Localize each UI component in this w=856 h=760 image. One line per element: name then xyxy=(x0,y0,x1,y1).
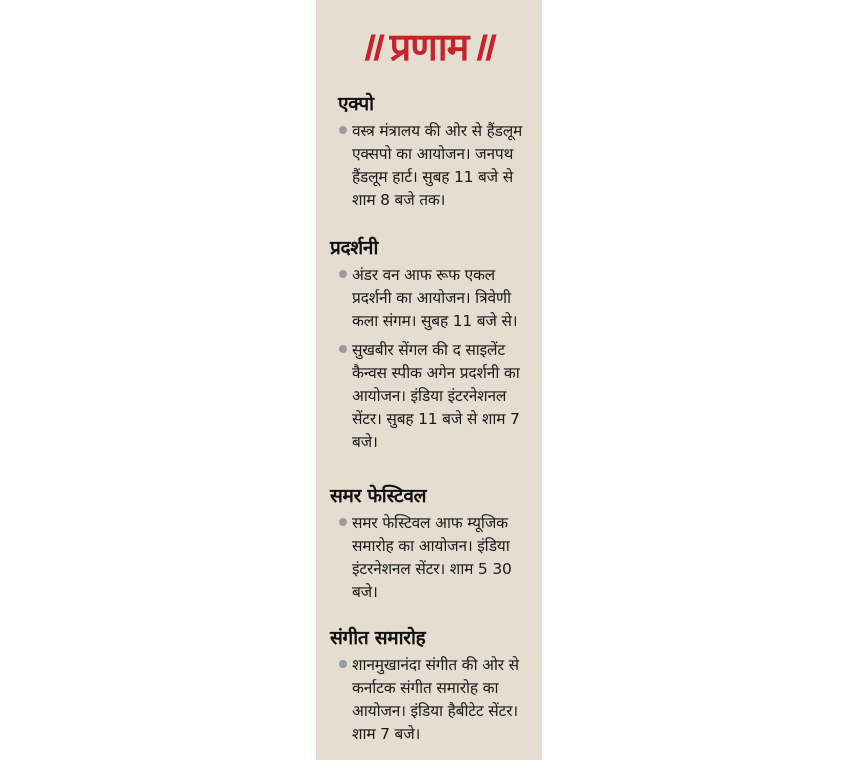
section-heading: एक्पो xyxy=(338,93,374,115)
list-item xyxy=(316,654,542,746)
masthead-title: प्रणाम xyxy=(389,24,469,69)
item-text: समर फेस्टिवल आफ म्यूजिक समारोह का आयोजन। इंडिया इंटरनेशनल सेंटर। शाम 5 30 बजे। xyxy=(352,514,512,601)
list-item xyxy=(316,512,542,604)
newspaper-clipping xyxy=(316,0,542,760)
item-text: वस्त्र मंत्रालय की ओर से हैंडलूम एक्सपो का आयोजन। जनपथ हैंडलूम हार्ट। सुबह 11 बजे से शाम 8 बजे तक। xyxy=(352,122,523,209)
section-exhibition xyxy=(316,236,542,460)
masthead xyxy=(316,14,542,80)
list-item xyxy=(316,339,542,454)
bullet-icon xyxy=(339,518,347,526)
section-expo xyxy=(316,92,542,218)
section-heading: प्रदर्शनी xyxy=(330,237,379,259)
list-item xyxy=(316,120,542,212)
bullet-icon xyxy=(339,345,347,353)
section-heading: संगीत समारोह xyxy=(330,627,426,649)
masthead-right-bars: ॥ xyxy=(467,23,504,70)
item-text: शानमुखानंदा संगीत की ओर से कर्नाटक संगीत समारोह का आयोजन। इंडिया हैबीटेट सेंटर। शाम 7 बजे। xyxy=(352,656,519,743)
section-music-concert xyxy=(316,626,542,752)
section-summer-festival xyxy=(316,484,542,610)
bullet-icon xyxy=(339,126,347,134)
masthead-left-bars: ॥ xyxy=(354,23,391,70)
item-text: अंडर वन आफ रूफ एकल प्रदर्शनी का आयोजन। त्रिवेणी कला संगम। सुबह 11 बजे से। xyxy=(352,266,518,330)
item-text: सुखबीर सेंगल की द साइलेंट कैन्वस स्पीक अगेन प्रदर्शनी का आयोजन। इंडिया इंटरनेशनल सेंटर। सुबह 11 बजे से शाम 7 बजे। xyxy=(352,341,520,451)
bullet-icon xyxy=(339,660,347,668)
bullet-icon xyxy=(339,270,347,278)
section-heading: समर फेस्टिवल xyxy=(330,485,427,507)
list-item xyxy=(316,264,542,333)
